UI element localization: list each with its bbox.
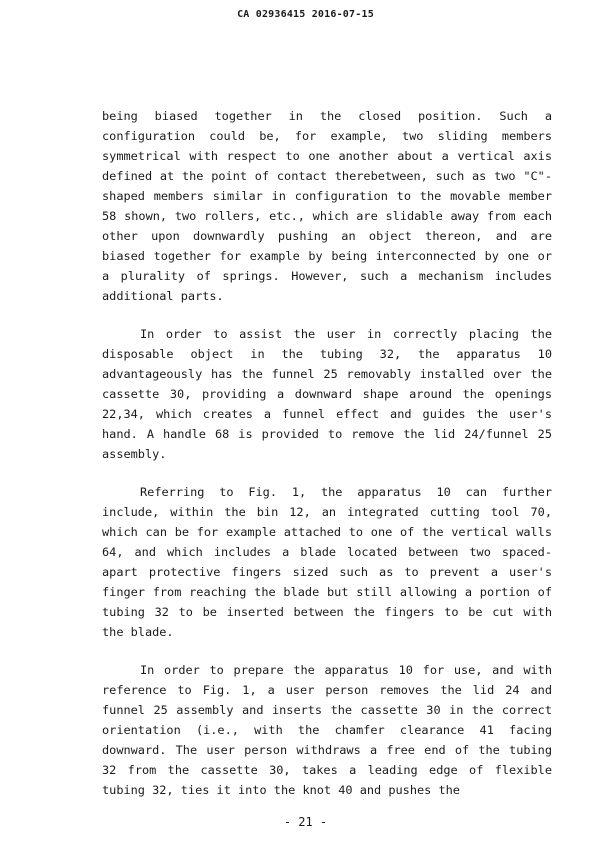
document-body (102, 106, 552, 800)
paragraph-preparation: In order to prepare the apparatus 10 for use, and with reference to Fig. 1, a user person removes the lid 24 and funnel 25 assembly and inserts the cassette 30 in the correct orientation (i.e., with the chamfer clearance 41 facing downward. The user person withdraws a free end of the tubing 32 from the cassette 30, takes a leading edge of flexible tubing 32, ties it into the knot 40 and pushes the (102, 663, 552, 797)
paragraph-cutting-tool: Referring to Fig. 1, the apparatus 10 can further include, within the bin 12, an integrated cutting tool 70, which can be for example attached to one of the vertical walls 64, and which includes a blade located between two spaced-apart protective fingers sized such as to prevent a user's finger from reaching the blade but still allowing a portion of tubing 32 to be inserted between the fingers to be cut with the blade. (102, 485, 552, 639)
paragraph-continuation: being biased together in the closed position. Such a configuration could be, for example, two sliding members symmetrical with respect to one another about a vertical axis defined at the point of contact therebetween, such as two "C"-shaped members similar in configuration to the movable member 58 shown, two rollers, etc., which are slidable away from each other upon downwardly pushing an object thereon, and are biased together for example by being interconnected by one or a plurality of springs. However, such a mechanism includes additional parts. (102, 109, 552, 303)
page-number: - 21 - (283, 815, 328, 829)
document-header-id: CA 02936415 2016-07-15 (237, 9, 374, 20)
paragraph-funnel: In order to assist the user in correctly placing the disposable object in the tubing 32, the apparatus 10 advantageously has the funnel 25 removably installed over the cassette 30, providing a downward shape around the openings 22,34, which creates a funnel effect and guides the user's hand. A handle 68 is provided to remove the lid 24/funnel 25 assembly. (102, 327, 552, 461)
